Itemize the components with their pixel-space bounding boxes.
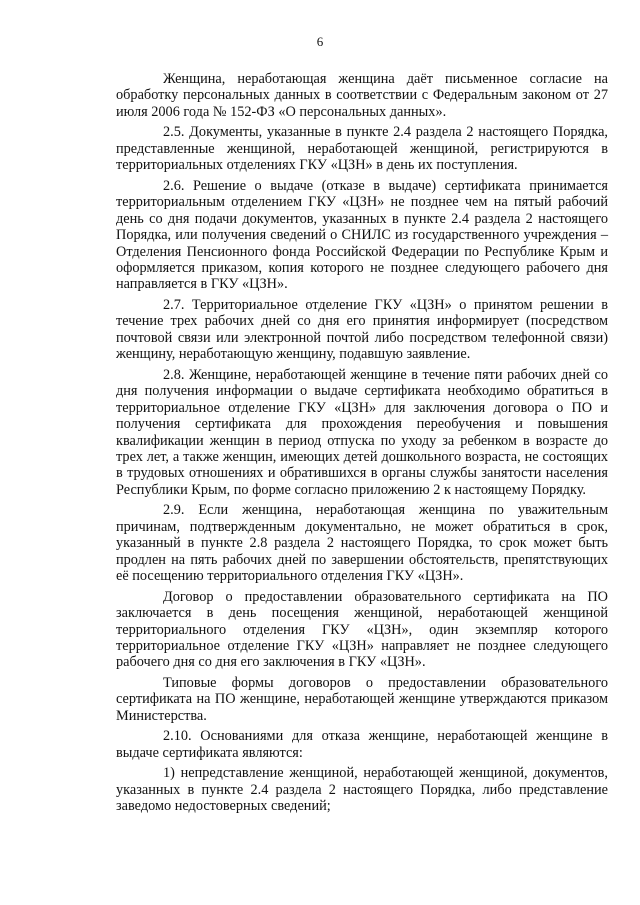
paragraph-contract: Договор о предоставлении образовательного сертификата на ПО заключается в день посещения женщиной, неработающей женщиной территориального отделения ГКУ «ЦЗН», один экземпляр которого территориальное отделение ГКУ «ЦЗН» направляет не позднее следующего рабочего дня со дня его заключения в ГКУ «ЦЗН». [116,588,608,671]
paragraph-2-7: 2.7. Территориальное отделение ГКУ «ЦЗН» о принятом решении в течение трех рабочих дней со дня его принятия информирует (посредством почтовой связи или электронной почтой либо посредством телефонной связи) женщину, неработающую женщину, подавшую заявление. [116,296,608,363]
paragraph-2-10: 2.10. Основаниями для отказа женщине, неработающей женщине в выдаче сертификата являются: [116,728,608,761]
document-body [116,71,608,818]
paragraph-2-5: 2.5. Документы, указанные в пункте 2.4 раздела 2 настоящего Порядка, представленные женщиной, неработающей женщиной, регистрируются в территориальных отделениях ГКУ «ЦЗН» в день их поступления. [116,124,608,174]
paragraph-2-9: 2.9. Если женщина, неработающая женщина по уважительным причинам, подтвержденным документально, не может обратиться в срок, указанный в пункте 2.8 раздела 2 настоящего Порядка, то срок может быть продлен на пять рабочих дней по завершении обстоятельств, препятствующих её посещению территориального отделения ГКУ «ЦЗН». [116,502,608,585]
paragraph-standard-forms: Типовые формы договоров о предоставлении образовательного сертификата на ПО женщине, неработающей женщине утверждаются приказом Министерства. [116,674,608,724]
page-number: 6 [316,34,324,49]
paragraph-2-8: 2.8. Женщине, неработающей женщине в течение пяти рабочих дней со дня получения информации о выдаче сертификата необходимо обратиться в территориальное отделение ГКУ «ЦЗН» для заключения договора о ПО и получения сертификата для прохождения переобучения и повышения квалификации женщин в период отпуска по уходу за ребенком в возрасте до трех лет, а также женщин, имеющих детей дошкольного возраста, не состоящих в трудовых отношениях и обратившихся в органы службы занятости населения Республики Крым, по форме согласно приложению 2 к настоящему Порядку. [116,366,608,498]
paragraph-2-10-item-1: 1) непредставление женщиной, неработающей женщиной, документов, указанных в пункте 2.4 раздела 2 настоящего Порядка, либо представление заведомо недостоверных сведений; [116,765,608,815]
paragraph-2-6: 2.6. Решение о выдаче (отказе в выдаче) сертификата принимается территориальным отделением ГКУ «ЦЗН» не позднее чем на пятый рабочий день со дня подачи документов, указанных в пункте 2.4 раздела 2 настоящего Порядка, или получения сведений о СНИЛС из государственного учреждения – Отделения Пенсионного фонда Российской Федерации по Республике Крым и оформляется приказом, копия которого не позднее следующего рабочего дня направляется в ГКУ «ЦЗН». [116,177,608,293]
paragraph-consent: Женщина, неработающая женщина даёт письменное согласие на обработку персональных данных в соответствии с Федеральным законом от 27 июля 2006 года № 152-ФЗ «О персональных данных». [116,71,608,120]
